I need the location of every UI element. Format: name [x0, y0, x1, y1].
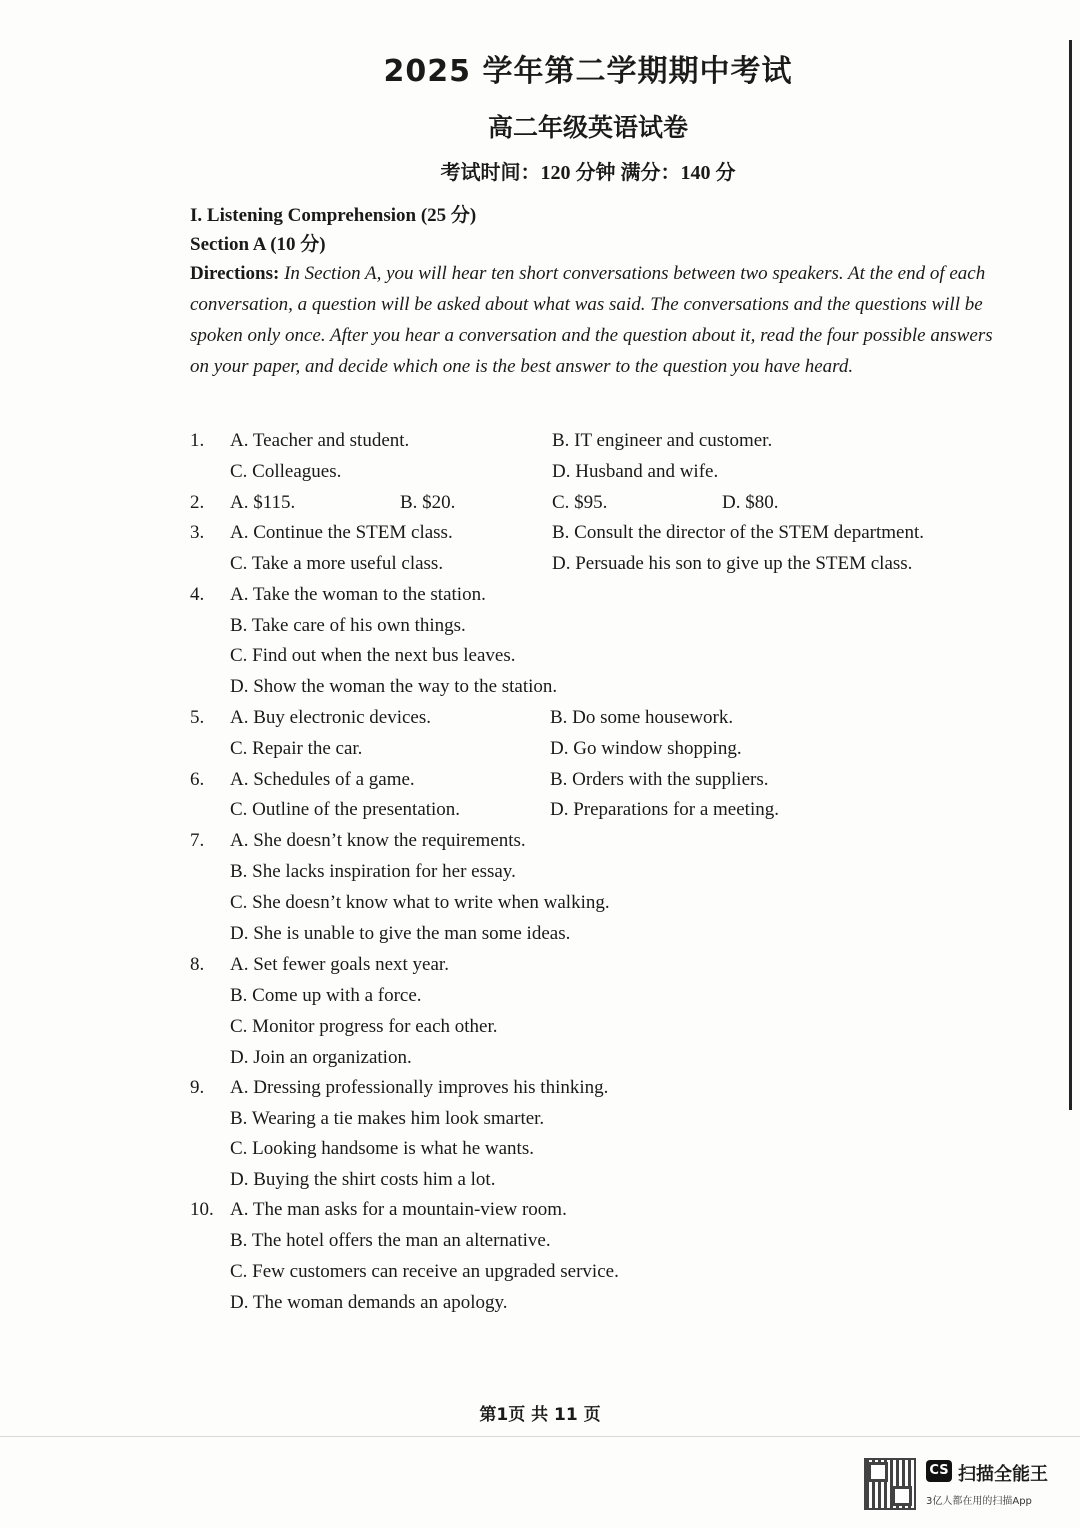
directions-text: In Section A, you will hear ten short conversations between two speakers. At the end of each conversation, a question will be asked about what was said. The conversations and the questions will be spoken only once. After you hear a conversation and the question about it, read the four possible answers on your paper, and decide which one is the best answer to the question you have heard. [190, 263, 993, 377]
qr-code-icon [864, 1458, 916, 1510]
option: D. $80. [722, 492, 779, 513]
divider [0, 1436, 1080, 1437]
question-number: 8. [190, 954, 205, 975]
section-heading: Section A (10 分) [190, 234, 326, 255]
question-number: 9. [190, 1077, 205, 1098]
question-number: 5. [190, 707, 205, 728]
part-heading: I. Listening Comprehension (25 分) [190, 205, 477, 226]
option: C. Take a more useful class. [230, 553, 444, 574]
question-number: 1. [190, 430, 205, 451]
option: C. She doesn’t know what to write when walking. [230, 892, 610, 913]
option: C. Few customers can receive an upgraded service. [230, 1261, 619, 1282]
question-number: 4. [190, 584, 205, 605]
option: A. Dressing professionally improves his thinking. [230, 1077, 609, 1098]
option: D. Preparations for a meeting. [550, 799, 779, 820]
page-edge-shadow [1069, 40, 1072, 1110]
scanner-logo-icon: CS [926, 1460, 952, 1482]
option: B. Wearing a tie makes him look smarter. [230, 1108, 545, 1129]
option: C. Repair the car. [230, 738, 363, 759]
option: C. $95. [552, 492, 608, 513]
scanner-slogan: 3亿人都在用的扫描App [926, 1496, 1032, 1507]
option: B. She lacks inspiration for her essay. [230, 861, 516, 882]
scanner-app-name: 扫描全能王 [958, 1464, 1048, 1485]
exam-title: 2025 学年第二学期期中考试 [383, 54, 793, 89]
option: D. Go window shopping. [550, 738, 742, 759]
option: A. Schedules of a game. [230, 769, 415, 790]
option: D. Persuade his son to give up the STEM class. [552, 553, 913, 574]
option: C. Find out when the next bus leaves. [230, 645, 516, 666]
question-number: 10. [190, 1199, 214, 1220]
option: D. Husband and wife. [552, 461, 719, 482]
option: B. Take care of his own things. [230, 615, 466, 636]
directions [190, 258, 1000, 382]
question-number: 2. [190, 492, 205, 513]
question-number: 6. [190, 769, 205, 790]
option: B. $20. [400, 492, 456, 513]
option: C. Outline of the presentation. [230, 799, 461, 820]
option: B. The hotel offers the man an alternative. [230, 1230, 551, 1251]
option: A. Buy electronic devices. [230, 707, 432, 728]
page-number: 第1页 共 11 页 [479, 1405, 601, 1425]
option: D. Show the woman the way to the station. [230, 676, 558, 697]
option: B. Do some housework. [550, 707, 734, 728]
option: D. The woman demands an apology. [230, 1292, 508, 1313]
option: A. Continue the STEM class. [230, 522, 453, 543]
exam-meta: 考试时间：120 分钟 满分：140 分 [440, 162, 736, 184]
option: C. Colleagues. [230, 461, 342, 482]
option: B. Orders with the suppliers. [550, 769, 769, 790]
option: D. She is unable to give the man some ideas. [230, 923, 571, 944]
option: D. Join an organization. [230, 1047, 412, 1068]
option: D. Buying the shirt costs him a lot. [230, 1169, 496, 1190]
option: A. She doesn’t know the requirements. [230, 830, 526, 851]
option: A. Take the woman to the station. [230, 584, 486, 605]
option: A. $115. [230, 492, 296, 513]
option: B. IT engineer and customer. [552, 430, 773, 451]
option: C. Looking handsome is what he wants. [230, 1138, 534, 1159]
question-number: 7. [190, 830, 205, 851]
option: B. Consult the director of the STEM department. [552, 522, 925, 543]
option: A. Teacher and student. [230, 430, 410, 451]
option: B. Come up with a force. [230, 985, 422, 1006]
question-number: 3. [190, 522, 205, 543]
option: A. The man asks for a mountain-view room. [230, 1199, 567, 1220]
option: A. Set fewer goals next year. [230, 954, 449, 975]
option: C. Monitor progress for each other. [230, 1016, 498, 1037]
directions-label: Directions: [190, 263, 280, 284]
exam-subtitle: 高二年级英语试卷 [487, 113, 688, 142]
